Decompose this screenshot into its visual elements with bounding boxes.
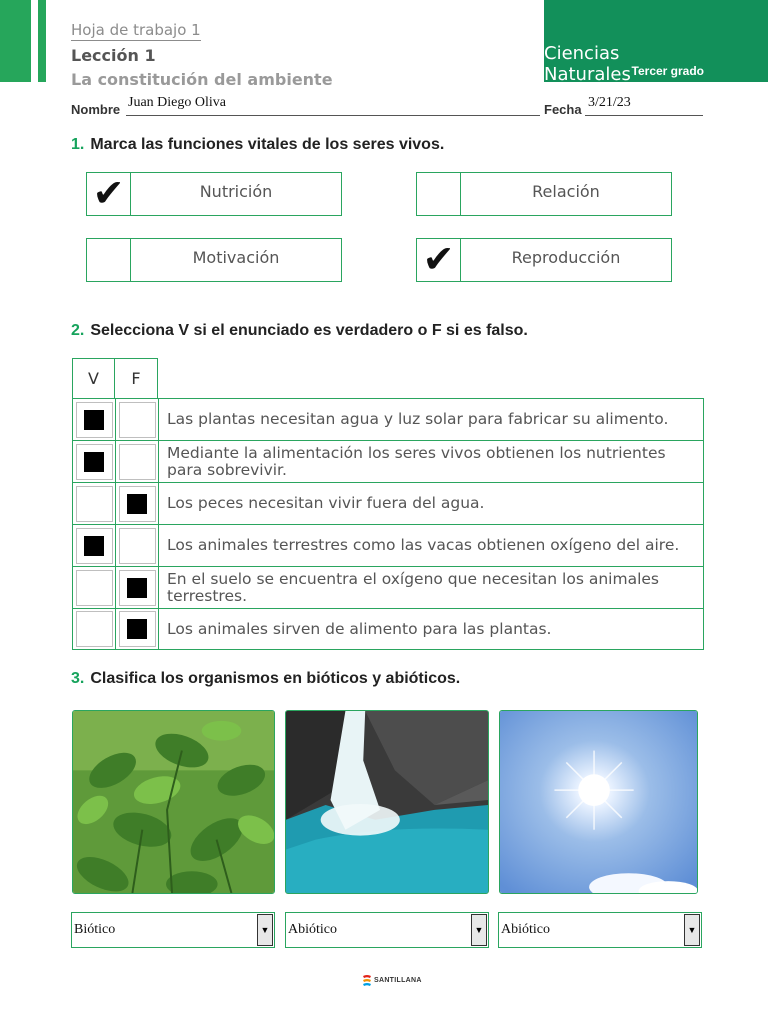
classification-select-2[interactable]	[285, 912, 489, 948]
false-checkbox[interactable]	[119, 444, 156, 480]
checkbox[interactable]	[417, 173, 461, 215]
table-header	[72, 358, 704, 398]
question-3-text: Clasifica los organismos en bióticos y abióticos.	[90, 670, 461, 687]
table-row	[72, 482, 704, 524]
false-checkbox[interactable]	[119, 486, 156, 522]
question-1-number: 1.	[71, 136, 85, 153]
table-row	[72, 566, 704, 608]
question-2-text: Selecciona V si el enunciado es verdadero o F si es falso.	[90, 322, 528, 339]
statement-text: Los animales sirven de alimento para las plantas.	[167, 619, 552, 638]
option-relacion[interactable]	[416, 172, 672, 216]
checkbox[interactable]	[417, 239, 461, 281]
false-cell	[116, 441, 159, 482]
date-value[interactable]: 3/21/23	[588, 95, 631, 110]
filled-square-icon	[127, 619, 147, 639]
false-cell	[116, 567, 159, 608]
table-row	[72, 524, 704, 566]
statement-text: Mediante la alimentación los seres vivos obtienen los nutrientes para sobrevivir.	[167, 443, 666, 479]
classification-select-1[interactable]	[71, 912, 275, 948]
true-cell	[73, 441, 116, 482]
lesson-title: Lección 1	[71, 46, 156, 65]
grade-label: Tercer grado	[631, 64, 704, 78]
checkbox[interactable]	[87, 239, 131, 281]
select-value: Abiótico	[288, 922, 337, 937]
true-cell	[73, 567, 116, 608]
false-cell	[116, 525, 159, 566]
select-value: Abiótico	[501, 922, 550, 937]
filled-square-icon	[84, 452, 104, 472]
publisher-name: SANTILLANA	[374, 976, 422, 984]
question-1-text: Marca las funciones vitales de los seres vivos.	[90, 136, 445, 153]
date-label: Fecha	[544, 102, 582, 117]
column-true-header: V	[72, 358, 115, 398]
filled-square-icon	[127, 578, 147, 598]
question-3-title	[71, 670, 460, 688]
true-cell	[73, 525, 116, 566]
filled-square-icon	[84, 410, 104, 430]
true-cell	[73, 483, 116, 524]
true-cell	[73, 399, 116, 440]
subject-banner	[544, 0, 768, 85]
dropdown-arrow-icon[interactable]: ▼	[257, 914, 273, 946]
worksheet-label: Hoja de trabajo 1	[71, 21, 201, 39]
option-nutricion[interactable]	[86, 172, 342, 216]
filled-square-icon	[84, 536, 104, 556]
dropdown-arrow-icon[interactable]: ▼	[471, 914, 487, 946]
checkbox[interactable]	[87, 173, 131, 215]
plant-photo	[72, 710, 275, 894]
false-checkbox[interactable]	[119, 402, 156, 438]
publisher-logo	[362, 974, 422, 986]
select-value: Biótico	[74, 922, 116, 937]
name-label: Nombre	[71, 102, 121, 117]
checkmark-icon: ✔	[422, 239, 455, 281]
name-field[interactable]	[126, 115, 540, 116]
true-checkbox[interactable]	[76, 402, 113, 438]
statement-text: Los animales terrestres como las vacas obtienen oxígeno del aire.	[167, 536, 680, 554]
date-field[interactable]	[585, 115, 703, 116]
true-cell	[73, 609, 116, 649]
true-checkbox[interactable]	[76, 570, 113, 606]
statement-text: En el suelo se encuentra el oxígeno que necesitan los animales terrestres.	[167, 569, 659, 605]
true-false-table	[72, 358, 704, 650]
column-false-header: F	[115, 358, 158, 398]
true-checkbox[interactable]	[76, 486, 113, 522]
question-2-title	[71, 322, 528, 340]
sun-photo	[499, 710, 698, 894]
false-checkbox[interactable]	[119, 528, 156, 564]
table-row	[72, 608, 704, 650]
question-3-number: 3.	[71, 670, 85, 687]
option-motivacion[interactable]	[86, 238, 342, 282]
topic-title: La constitución del ambiente	[71, 70, 333, 89]
option-label: Relación	[532, 182, 600, 201]
false-cell	[116, 399, 159, 440]
name-value[interactable]: Juan Diego Oliva	[128, 95, 226, 110]
classification-select-3[interactable]	[498, 912, 702, 948]
table-row	[72, 398, 704, 440]
statement-text: Los peces necesitan vivir fuera del agua.	[167, 494, 485, 512]
true-checkbox[interactable]	[76, 528, 113, 564]
header-accent-bar-thin	[38, 0, 46, 82]
statement-text: Las plantas necesitan agua y luz solar para fabricar su alimento.	[167, 410, 669, 428]
true-checkbox[interactable]	[76, 611, 113, 647]
option-reproduccion[interactable]	[416, 238, 672, 282]
subject-title: Ciencias Naturales	[544, 43, 631, 85]
false-checkbox[interactable]	[119, 570, 156, 606]
dropdown-arrow-icon[interactable]: ▼	[684, 914, 700, 946]
filled-square-icon	[127, 494, 147, 514]
option-label: Reproducción	[511, 248, 621, 267]
option-label: Nutrición	[199, 182, 273, 201]
table-row	[72, 440, 704, 482]
false-checkbox[interactable]	[119, 611, 156, 647]
false-cell	[116, 609, 159, 649]
header-accent-bar	[0, 0, 31, 82]
true-checkbox[interactable]	[76, 444, 113, 480]
santillana-logo-icon	[362, 974, 372, 986]
waterfall-photo	[285, 710, 489, 894]
question-1-title	[71, 136, 444, 154]
option-label: Motivación	[192, 248, 280, 267]
checkmark-icon: ✔	[92, 173, 125, 215]
question-2-number: 2.	[71, 322, 85, 339]
false-cell	[116, 483, 159, 524]
table-body	[72, 398, 704, 650]
